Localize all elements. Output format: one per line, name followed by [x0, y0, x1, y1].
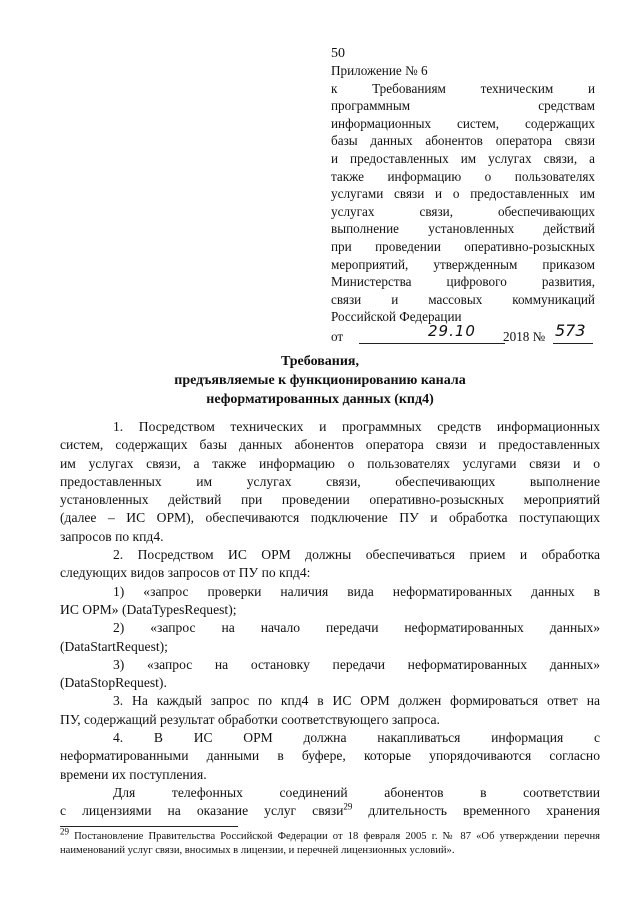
date-underline: [359, 343, 505, 344]
text-fragment: длительность временного хранения: [352, 803, 601, 819]
text-line: систем, содержащих базы данных абонентов оператора связи и предоставленных: [60, 437, 600, 453]
footnote-line: наименований услуг связи, вносимых в лицензии, и перечней лицензионных условий».: [60, 845, 455, 856]
paragraph-3: [60, 692, 600, 729]
text-line: времени их поступления.: [60, 766, 207, 782]
annex-header: [331, 62, 595, 346]
annex-line: и предоставленных им услугах связи, а: [331, 150, 595, 166]
annex-line: программным средствам: [331, 98, 595, 114]
footnote-mark: 29: [60, 826, 69, 837]
text-line: 3. На каждый запрос по кпд4 в ИС ОРМ должен формироваться ответ на: [113, 693, 600, 709]
text-line: им услугах связи, а также информацию о пользователях услугами связи и о: [60, 455, 600, 471]
number-underline: [553, 343, 593, 344]
text-line: (DataStopRequest).: [60, 675, 167, 691]
text-line: установленных действий при проведении оперативно-розыскных мероприятий: [60, 492, 600, 508]
text-line: ИС ОРМ» (DataTypesRequest);: [60, 601, 237, 617]
document-body: [60, 418, 600, 821]
annex-line: услугами связи и о предоставленных им: [331, 186, 595, 202]
annex-line: Министерства цифрового развития,: [331, 274, 595, 290]
footnote: [60, 826, 600, 858]
footnote-divider: [60, 826, 238, 827]
paragraph-4: [60, 729, 600, 784]
annex-line: Российской Федерации: [331, 309, 462, 325]
list-item-2: [60, 619, 600, 656]
paragraph-2: [60, 546, 600, 583]
footnote-text: Постановление Правительства Российской Федерации от 18 февраля 2005 г. № 87 «Об утверждении перечня: [69, 831, 600, 842]
text-line: (DataStartRequest);: [60, 638, 168, 654]
page-number: 50: [331, 46, 345, 61]
text-line: предоставленных им услугах связи, обеспечивающих выполнение: [60, 473, 600, 489]
text-line: [60, 802, 600, 820]
title-line-2: предъявляемые к функционированию канала: [174, 373, 466, 388]
annex-line: базы данных абонентов оператора связи: [331, 133, 595, 149]
text-line: 3) «запрос на остановку передачи неформатированных данных»: [113, 656, 600, 672]
annex-line: при проведении оперативно-розыскных: [331, 238, 595, 254]
text-line: неформатированными данными в буфере, которые упорядочиваются согласно: [60, 748, 600, 764]
order-year-number-label: 2018 №: [503, 328, 546, 344]
annex-line: услугах связи, обеспечивающих: [331, 203, 595, 219]
paragraph-5: [60, 784, 600, 821]
text-line: 4. В ИС ОРМ должна накапливаться информация с: [113, 730, 600, 746]
annex-line: мероприятий, утвержденным приказом: [331, 256, 595, 272]
text-line: 1) «запрос проверки наличия вида неформатированных данных в: [113, 583, 600, 599]
annex-line: также информацию о пользователях: [331, 168, 595, 184]
footnote-reference: 29: [343, 801, 353, 812]
list-item-1: [60, 583, 600, 620]
text-line: 1. Посредством технических и программных средств информационных: [113, 419, 600, 434]
annex-line: Приложение № 6: [331, 63, 428, 78]
text-line: ПУ, содержащий результат обработки соответствующего запроса.: [60, 711, 440, 727]
handwritten-order-number: 573: [555, 320, 586, 340]
text-line: запросов по кпд4.: [60, 528, 164, 544]
annex-line: информационных систем, содержащих: [331, 115, 595, 131]
title-line-1: Требования,: [280, 354, 360, 369]
text-line: (далее – ИС ОРМ), обеспечиваются подключение ПУ и обработка поступающих: [60, 510, 600, 526]
date-prefix: от: [331, 328, 344, 344]
paragraph-1: [60, 418, 600, 546]
text-line: 2. Посредством ИС ОРМ должны обеспечиваться прием и обработка: [113, 547, 600, 563]
text-line: Для телефонных соединений абонентов в соответствии: [113, 784, 600, 800]
text-line: 2) «запрос на начало передачи неформатированных данных»: [113, 620, 600, 636]
list-item-3: [60, 656, 600, 693]
document-title: [60, 352, 580, 409]
text-fragment: с лицензиями на оказание услуг связи: [60, 803, 344, 819]
text-line: следующих видов запросов от ПУ по кпд4:: [60, 565, 311, 581]
footnote-line: [60, 826, 600, 844]
order-date-line: [331, 320, 595, 346]
annex-line: к Требованиям техническим и: [331, 80, 595, 96]
handwritten-date: 29.10: [428, 321, 476, 340]
title-line-3: неформатированных данных (кпд4): [206, 392, 434, 407]
annex-line: выполнение установленных действий: [331, 221, 595, 237]
annex-line: связи и массовых коммуникаций: [331, 291, 595, 307]
